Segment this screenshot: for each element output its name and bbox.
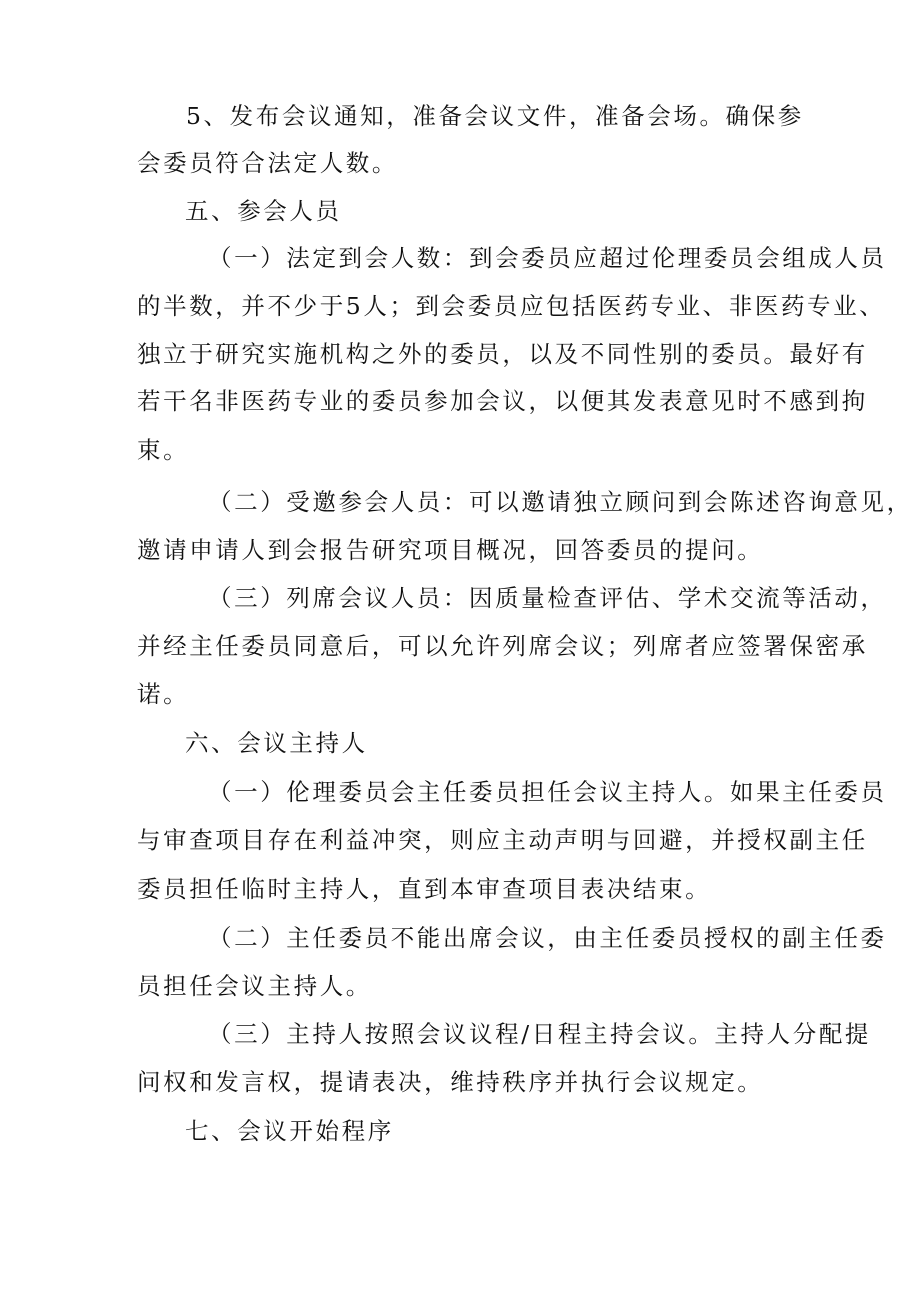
paragraph-line: 若干名非医药专业的委员参加会议，以便其发表意见时不感到拘 [137,387,868,415]
paragraph-line: 员担任会议主持人。 [137,972,372,1000]
paragraph-line: 5、发布会议通知，准备会议文件，准备会场。确保参 [186,102,804,130]
paragraph-line: （一）法定到会人数：到会委员应超过伦理委员会组成人员 [208,244,887,272]
paragraph-line: （三）列席会议人员：因质量检查评估、学术交流等活动， [208,584,887,612]
paragraph-line: （二）受邀参会人员：可以邀请独立顾问到会陈述咨询意见， [208,488,913,516]
paragraph-line: 委员担任临时主持人，直到本审查项目表决结束。 [137,875,712,903]
section-heading: 五、参会人员 [185,197,342,225]
paragraph-line: 诺。 [137,680,190,708]
paragraph-line: （三）主持人按照会议议程/日程主持会议。主持人分配提 [208,1020,872,1048]
paragraph-line: （一）伦理委员会主任委员担任会议主持人。如果主任委员 [208,778,887,806]
paragraph-line: 并经主任委员同意后，可以允许列席会议；列席者应签署保密承 [137,632,868,660]
paragraph-line: 会委员符合法定人数。 [137,149,398,177]
paragraph-line: 独立于研究实施机构之外的委员，以及不同性别的委员。最好有 [137,340,868,368]
paragraph-line: 与审查项目存在利益冲突，则应主动声明与回避，并授权副主任 [137,826,868,854]
paragraph-line: 邀请申请人到会报告研究项目概况，回答委员的提问。 [137,536,764,564]
section-heading: 六、会议主持人 [185,729,368,757]
paragraph-line: （二）主任委员不能出席会议，由主任委员授权的副主任委 [208,924,887,952]
paragraph-line: 束。 [137,436,190,464]
section-heading: 七、会议开始程序 [185,1117,394,1145]
paragraph-line: 的半数，并不少于5人；到会委员应包括医药专业、非医药专业、 [137,292,886,320]
paragraph-line: 问权和发言权，提请表决，维持秩序并执行会议规定。 [137,1068,764,1096]
